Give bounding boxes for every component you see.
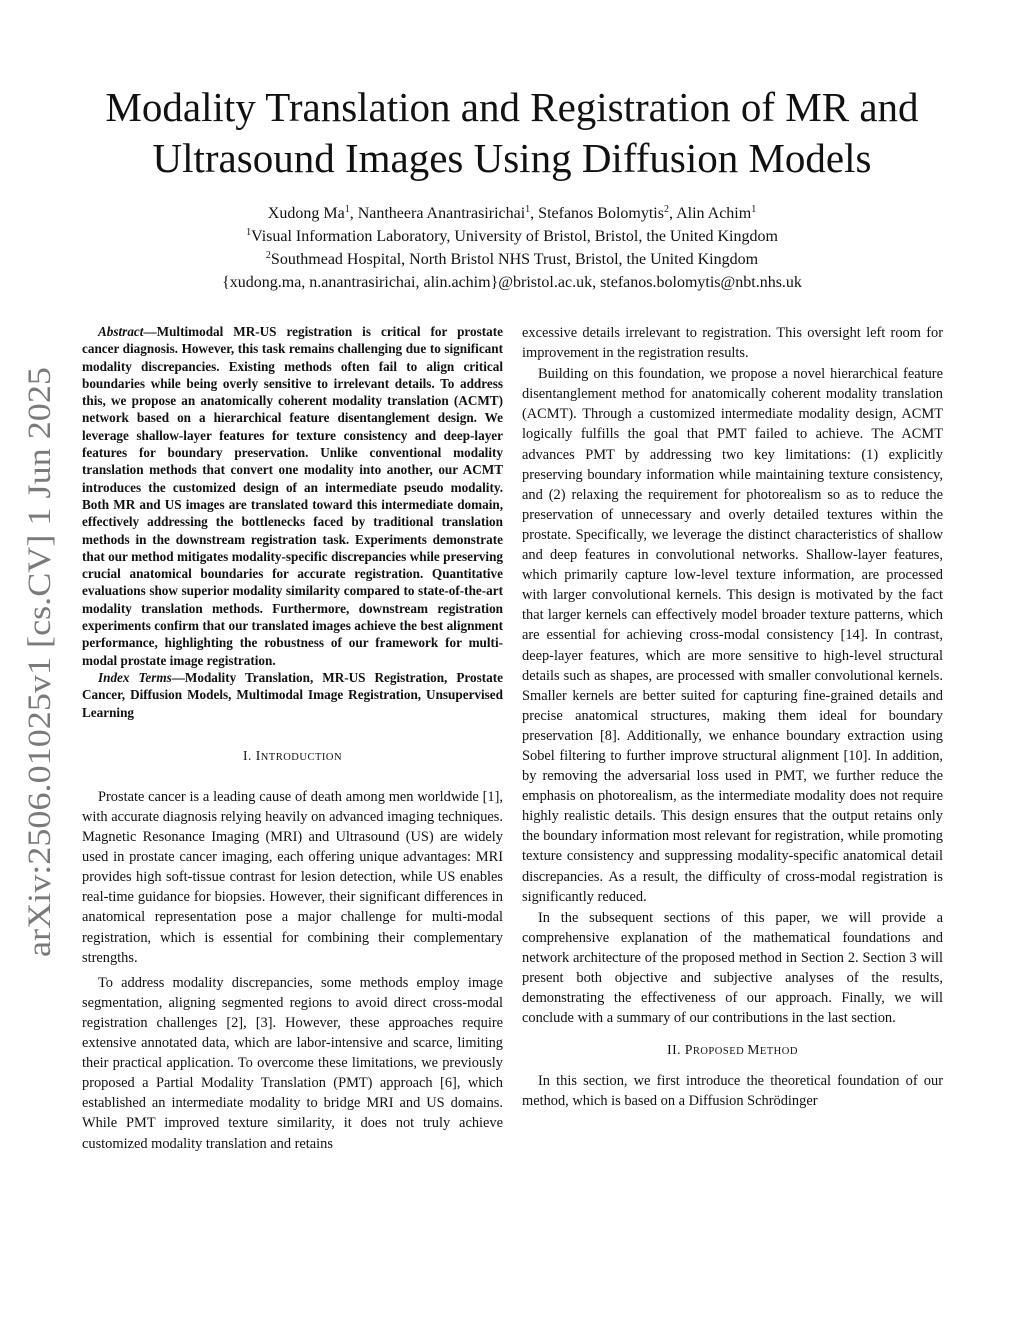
right-column <box>522 323 943 1112</box>
paper-title <box>80 82 944 184</box>
arxiv-id-text: arXiv:2506.01025v1 [cs.CV] 1 Jun 2025 <box>22 426 58 957</box>
author-name: Alin Achim <box>676 205 752 222</box>
affiliation-line <box>80 225 944 248</box>
paper-title-block <box>80 82 944 184</box>
author-list <box>80 202 944 225</box>
section-number: I. <box>242 747 256 763</box>
index-terms-dash: — <box>171 669 185 685</box>
arxiv-stamp-svg <box>14 365 62 957</box>
author-affiliation-sup: 2 <box>663 204 669 215</box>
email-rest: @bristol.ac.uk, stefanos.bolomytis@nbt.nhs.uk <box>498 274 802 291</box>
affiliation-sup: 2 <box>265 250 271 261</box>
section-initial: I <box>255 747 261 763</box>
paragraph: Building on this foundation, we propose a novel hierarchical feature disentanglement method for anatomically coherent modality translation (ACMT). Through a customized intermediate modality design, ACMT logically fulfills the goal that PMT failed to achieve. The ACMT advances PMT by addressing two key limitations: (1) explicitly preserving boundary information while maintaining texture consistency, and (2) relaxing the requirement for photorealism so as to reduce the preservation of unnecessary and overly detailed textures within the prostate. Specifically, we leverage the distinct characteristics of shallow and deep features in convolutional networks. Shallow-layer features, which primarily capture low-level texture information, are processed with larger convolutional kernels. This design is motivated by the fact that larger kernels can effectively model broader texture patterns, which are essential for achieving cross-modal consistency [14]. In contrast, deep-layer features, which are more sensitive to high-level structural details such as shapes, are processed with smaller convolutional kernels. Smaller kernels are better suited for capturing fine-grained details and precise anatomical structures, making them ideal for boundary preservation [8]. Additionally, we enhance boundary extraction using Sobel filtering to further improve structural alignment [10]. In addition, by removing the adversarial loss used in PMT, we further reduce the emphasis on photorealism, as the intermediate modality does not require highly realistic details. This design ensures that the output retains only the boundary information most relevant for registration, while promoting texture consistency and suppressing modality-specific anatomical detail discrepancies. As a result, the difficulty of cross-modal registration is significantly reduced. <box>522 366 943 905</box>
author-affiliation-sup: 1 <box>344 204 350 215</box>
author-name: Stefanos Bolomytis <box>538 205 664 222</box>
paragraph: To address modality discrepancies, some methods employ image segmentation, aligning segmented regions to avoid direct cross-modal registration challenges [2], [3]. However, these approaches require extensive annotated data, which are labor-intensive and scarce, limiting their practical application. To overcome these limitations, we previously proposed a Partial Modality Translation (PMT) approach [6], which established an intermediate modality to bridge MRI and US domains. While PMT improved texture similarity, it does not truly achieve customized modality translation and retains <box>82 974 503 1152</box>
section-smallcaps: NTRODUCTION <box>260 751 343 763</box>
affiliation-sup: 1 <box>246 227 252 238</box>
index-terms-label: Index Terms <box>98 669 172 685</box>
author-affiliation-sup: 1 <box>751 204 757 215</box>
author-separator: , <box>530 205 539 222</box>
index-terms-text: Modality Translation, MR-US Registration, Prostate Cancer, Diffusion Models, Multimodal Image Registration, Unsupervised Learning <box>82 669 503 720</box>
paragraph: In this section, we first introduce the theoretical foundation of our method, which is based on a Diffusion Schrödinger <box>522 1073 943 1110</box>
section-heading-introduction <box>82 746 503 768</box>
section-heading-proposed-method <box>522 1040 943 1062</box>
abstract-text: Multimodal MR-US registration is critical for prostate cancer diagnosis. However, this task remains challenging due to significant modality discrepancies. Existing methods often fail to align critical boundaries while being overly sensitive to irrelevant details. To address this, we propose an anatomically coherent modality translation (ACMT) network based on a hierarchical feature disentanglement design. We leverage shallow-layer features for texture consistency and deep-layer features for boundary preservation. Unlike conventional modality translation methods that convert one modality into another, our ACMT introduces the customized design of an intermediate pseudo modality. Both MR and US images are translated toward this intermediate domain, effectively addressing the bottlenecks faced by traditional translation methods in the downstream registration task. Experiments demonstrate that our method mitigates modality-specific discrepancies while preserving crucial anatomical boundaries for accurate registration. Quantitative evaluations show superior modality similarity compared to state-of-the-art modality translation methods. Furthermore, downstream registration experiments confirm that our translated images achieve the best alignment performance, highlighting the robustness of our framework for multi-modal prostate image registration. <box>82 324 503 668</box>
section-initial: P <box>684 1042 693 1058</box>
author-affiliation-sup: 1 <box>525 204 531 215</box>
email-group: xudong.ma, n.anantrasirichai, alin.achim <box>229 274 491 291</box>
left-column <box>82 323 503 1154</box>
email-line <box>80 271 944 294</box>
author-name: Xudong Ma <box>267 205 345 222</box>
author-separator: , <box>349 205 358 222</box>
paragraph-continuation: excessive details irrelevant to registration. This oversight left room for improvement in the registration results. <box>522 325 943 362</box>
abstract-label: Abstract <box>98 324 144 339</box>
abstract-dash: — <box>143 324 157 339</box>
email-brace-open: { <box>222 274 230 291</box>
affiliation-text: Southmead Hospital, North Bristol NHS Trust, Bristol, the United Kingdom <box>270 251 759 268</box>
index-terms <box>82 669 503 721</box>
paragraph: Prostate cancer is a leading cause of death among men worldwide [1], with accurate diagnosis relying heavily on advanced imaging techniques. Magnetic Resonance Imaging (MRI) and Ultrasound (US) are widely used in prostate cancer imaging, each offering unique advantages: MRI provides high soft-tissue contrast for lesion detection, while US enables real-time guidance for biopsies. However, their significant differences in anatomical representation pose a major challenge for multi-modal registration, which is essential for combining their complementary strengths. <box>82 788 503 966</box>
title-line-1: Modality Translation and Registration of MR and <box>105 84 919 130</box>
abstract <box>82 323 503 669</box>
section-number: II. <box>667 1042 685 1058</box>
author-block <box>80 202 944 294</box>
section-smallcaps: ROPOSED <box>692 1046 748 1058</box>
section-smallcaps: ETHOD <box>759 1046 798 1058</box>
affiliation-line <box>80 248 944 271</box>
author-name: Nantheera Anantrasirichai <box>357 205 526 222</box>
title-line-2: Ultrasound Images Using Diffusion Models <box>152 135 872 181</box>
author-separator: , <box>668 205 677 222</box>
affiliation-text: Visual Information Laboratory, University of Bristol, Bristol, the United Kingdom <box>251 228 778 245</box>
email-brace-close: } <box>490 274 499 291</box>
paragraph: In the subsequent sections of this paper, we will provide a comprehensive explanation of the mathematical foundations and network architecture of the proposed method in Section 2. Section 3 will present both objective and subjective analyses of the results, demonstrating the effectiveness of our approach. Finally, we will conclude with a summary of our contributions in the last section. <box>522 909 943 1027</box>
arxiv-identifier-stamp <box>14 365 62 957</box>
section-initial: M <box>747 1042 760 1058</box>
